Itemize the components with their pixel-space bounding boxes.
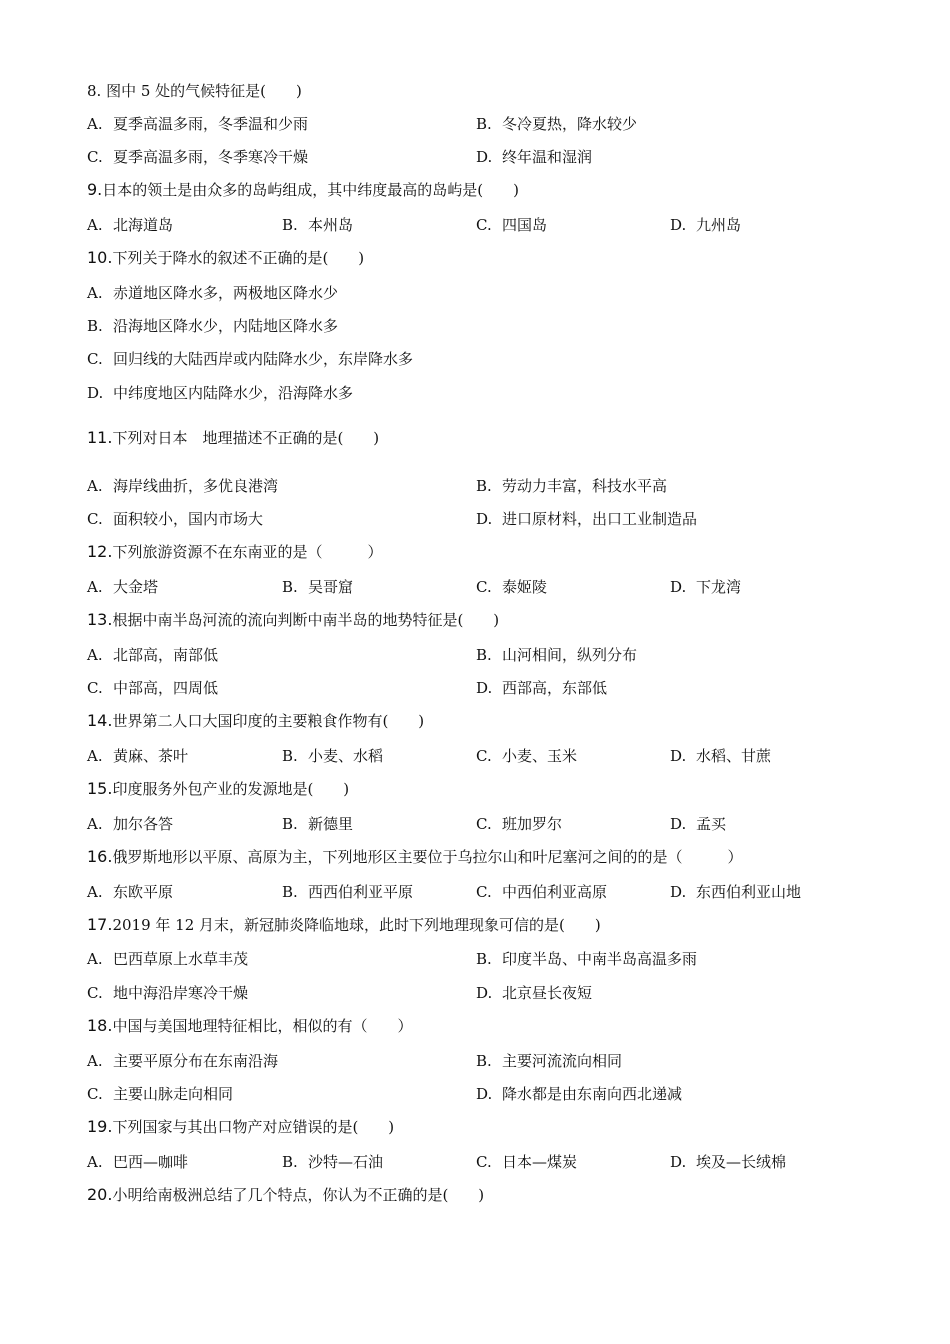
question-stem bbox=[87, 428, 910, 448]
question-text: 世界第二人口大国印度的主要粮食作物有( ) bbox=[112, 712, 425, 730]
question-stem bbox=[87, 1185, 910, 1205]
question-text: 俄罗斯地形以平原、高原为主，下列地形区主要位于乌拉尔山和叶尼塞河之间的的是（ ） bbox=[112, 848, 743, 866]
question-stem bbox=[87, 180, 910, 200]
question-number: 20. bbox=[87, 1185, 113, 1204]
question-stem bbox=[87, 1117, 910, 1137]
question-number: 16. bbox=[87, 847, 113, 866]
option-d[interactable]: D. 埃及—长绒棉 bbox=[670, 1153, 787, 1171]
option-c[interactable]: C. 主要山脉走向相同 bbox=[87, 1085, 234, 1103]
option-d[interactable]: D. 降水都是由东南向西北递减 bbox=[476, 1085, 683, 1103]
question-stem bbox=[87, 610, 910, 630]
question-number: 10. bbox=[87, 248, 113, 267]
option-c[interactable]: C. 回归线的大陆西岸或内陆降水少，东岸降水多 bbox=[87, 350, 414, 368]
option-a[interactable]: A. 巴西—咖啡 bbox=[87, 1153, 189, 1171]
option-c[interactable]: C. 夏季高温多雨，冬季寒冷干燥 bbox=[87, 148, 309, 166]
option-a[interactable]: A. 巴西草原上水草丰茂 bbox=[87, 950, 249, 968]
question-number: 15. bbox=[87, 779, 113, 798]
option-c[interactable]: C. 四国岛 bbox=[476, 216, 548, 234]
option-c[interactable]: C. 日本—煤炭 bbox=[476, 1153, 578, 1171]
option-d[interactable]: D. 北京昼长夜短 bbox=[476, 984, 593, 1002]
question-text: 印度服务外包产业的发源地是( ) bbox=[112, 780, 350, 798]
question-number: 8. bbox=[87, 82, 102, 100]
question-stem bbox=[87, 1016, 910, 1036]
question-stem bbox=[87, 779, 910, 799]
option-d[interactable]: D. 终年温和湿润 bbox=[476, 148, 593, 166]
option-b[interactable]: B. 本州岛 bbox=[282, 216, 354, 234]
option-d[interactable]: D. 下龙湾 bbox=[670, 578, 742, 596]
option-c[interactable]: C. 面积较小，国内市场大 bbox=[87, 510, 264, 528]
option-b[interactable]: B. 主要河流流向相同 bbox=[476, 1052, 623, 1070]
question-stem bbox=[87, 915, 910, 935]
question-text: 下列对日本 地理描述不正确的是( ) bbox=[112, 429, 380, 447]
question-text: 小明给南极洲总结了几个特点，你认为不正确的是( ) bbox=[112, 1186, 485, 1204]
option-b[interactable]: B. 新德里 bbox=[282, 815, 354, 833]
option-d[interactable]: D. 西部高，东部低 bbox=[476, 679, 608, 697]
option-c[interactable]: C. 地中海沿岸寒冷干燥 bbox=[87, 984, 249, 1002]
question-stem bbox=[87, 542, 910, 562]
question-number: 13. bbox=[87, 610, 113, 629]
question-number: 9. bbox=[87, 180, 103, 199]
option-b[interactable]: B. 印度半岛、中南半岛高温多雨 bbox=[476, 950, 698, 968]
option-b[interactable]: B. 小麦、水稻 bbox=[282, 747, 384, 765]
question-number: 19. bbox=[87, 1117, 113, 1136]
option-a[interactable]: A. 赤道地区降水多，两极地区降水少 bbox=[87, 284, 339, 302]
question-stem bbox=[87, 248, 910, 268]
option-d[interactable]: D. 水稻、甘蔗 bbox=[670, 747, 772, 765]
question-text: 根据中南半岛河流的流向判断中南半岛的地势特征是( ) bbox=[112, 611, 500, 629]
option-d[interactable]: D. 东西伯利亚山地 bbox=[670, 883, 802, 901]
option-b[interactable]: B. 劳动力丰富，科技水平高 bbox=[476, 477, 668, 495]
option-a[interactable]: A. 主要平原分布在东南沿海 bbox=[87, 1052, 279, 1070]
question-stem bbox=[87, 847, 910, 867]
option-a[interactable]: A. 加尔各答 bbox=[87, 815, 174, 833]
option-a[interactable]: A. 夏季高温多雨，冬季温和少雨 bbox=[87, 115, 309, 133]
question-stem bbox=[87, 711, 910, 731]
question-text: 下列关于降水的叙述不正确的是( ) bbox=[112, 249, 365, 267]
option-a[interactable]: A. 海岸线曲折，多优良港湾 bbox=[87, 477, 279, 495]
option-a[interactable]: A. 黄麻、茶叶 bbox=[87, 747, 189, 765]
option-b[interactable]: B. 西西伯利亚平原 bbox=[282, 883, 414, 901]
question-text: 中国与美国地理特征相比，相似的有（ ） bbox=[112, 1017, 413, 1035]
question-stem bbox=[87, 81, 910, 101]
question-text: 日本的领土是由众多的岛屿组成，其中纬度最高的岛屿是( ) bbox=[102, 181, 519, 199]
question-number: 17. bbox=[87, 915, 113, 934]
option-c[interactable]: C. 小麦、玉米 bbox=[476, 747, 578, 765]
option-b[interactable]: B. 山河相间，纵列分布 bbox=[476, 646, 638, 664]
option-a[interactable]: A. 北海道岛 bbox=[87, 216, 174, 234]
option-b[interactable]: B. 沙特—石油 bbox=[282, 1153, 384, 1171]
question-text: 下列国家与其出口物产对应错误的是( ) bbox=[112, 1118, 395, 1136]
option-d[interactable]: D. 孟买 bbox=[670, 815, 727, 833]
option-d[interactable]: D. 中纬度地区内陆降水少，沿海降水多 bbox=[87, 384, 354, 402]
question-text: 下列旅游资源不在东南亚的是（ ） bbox=[112, 543, 383, 561]
question-number: 12. bbox=[87, 542, 113, 561]
option-c[interactable]: C. 泰姬陵 bbox=[476, 578, 548, 596]
question-text: 图中 5 处的气候特征是( ) bbox=[101, 82, 302, 100]
option-b[interactable]: B. 沿海地区降水少，内陆地区降水多 bbox=[87, 317, 339, 335]
option-c[interactable]: C. 中部高，四周低 bbox=[87, 679, 219, 697]
option-c[interactable]: C. 班加罗尔 bbox=[476, 815, 563, 833]
option-d[interactable]: D. 进口原材料，出口工业制造品 bbox=[476, 510, 698, 528]
question-number: 18. bbox=[87, 1016, 113, 1035]
option-a[interactable]: A. 东欧平原 bbox=[87, 883, 174, 901]
option-a[interactable]: A. 大金塔 bbox=[87, 578, 159, 596]
option-c[interactable]: C. 中西伯利亚高原 bbox=[476, 883, 608, 901]
option-a[interactable]: A. 北部高，南部低 bbox=[87, 646, 219, 664]
question-text: 2019 年 12 月末，新冠肺炎降临地球，此时下列地理现象可信的是( ) bbox=[112, 916, 601, 934]
question-number: 14. bbox=[87, 711, 113, 730]
question-number: 11. bbox=[87, 428, 113, 447]
option-d[interactable]: D. 九州岛 bbox=[670, 216, 742, 234]
option-b[interactable]: B. 冬冷夏热，降水较少 bbox=[476, 115, 638, 133]
option-b[interactable]: B. 吴哥窟 bbox=[282, 578, 354, 596]
